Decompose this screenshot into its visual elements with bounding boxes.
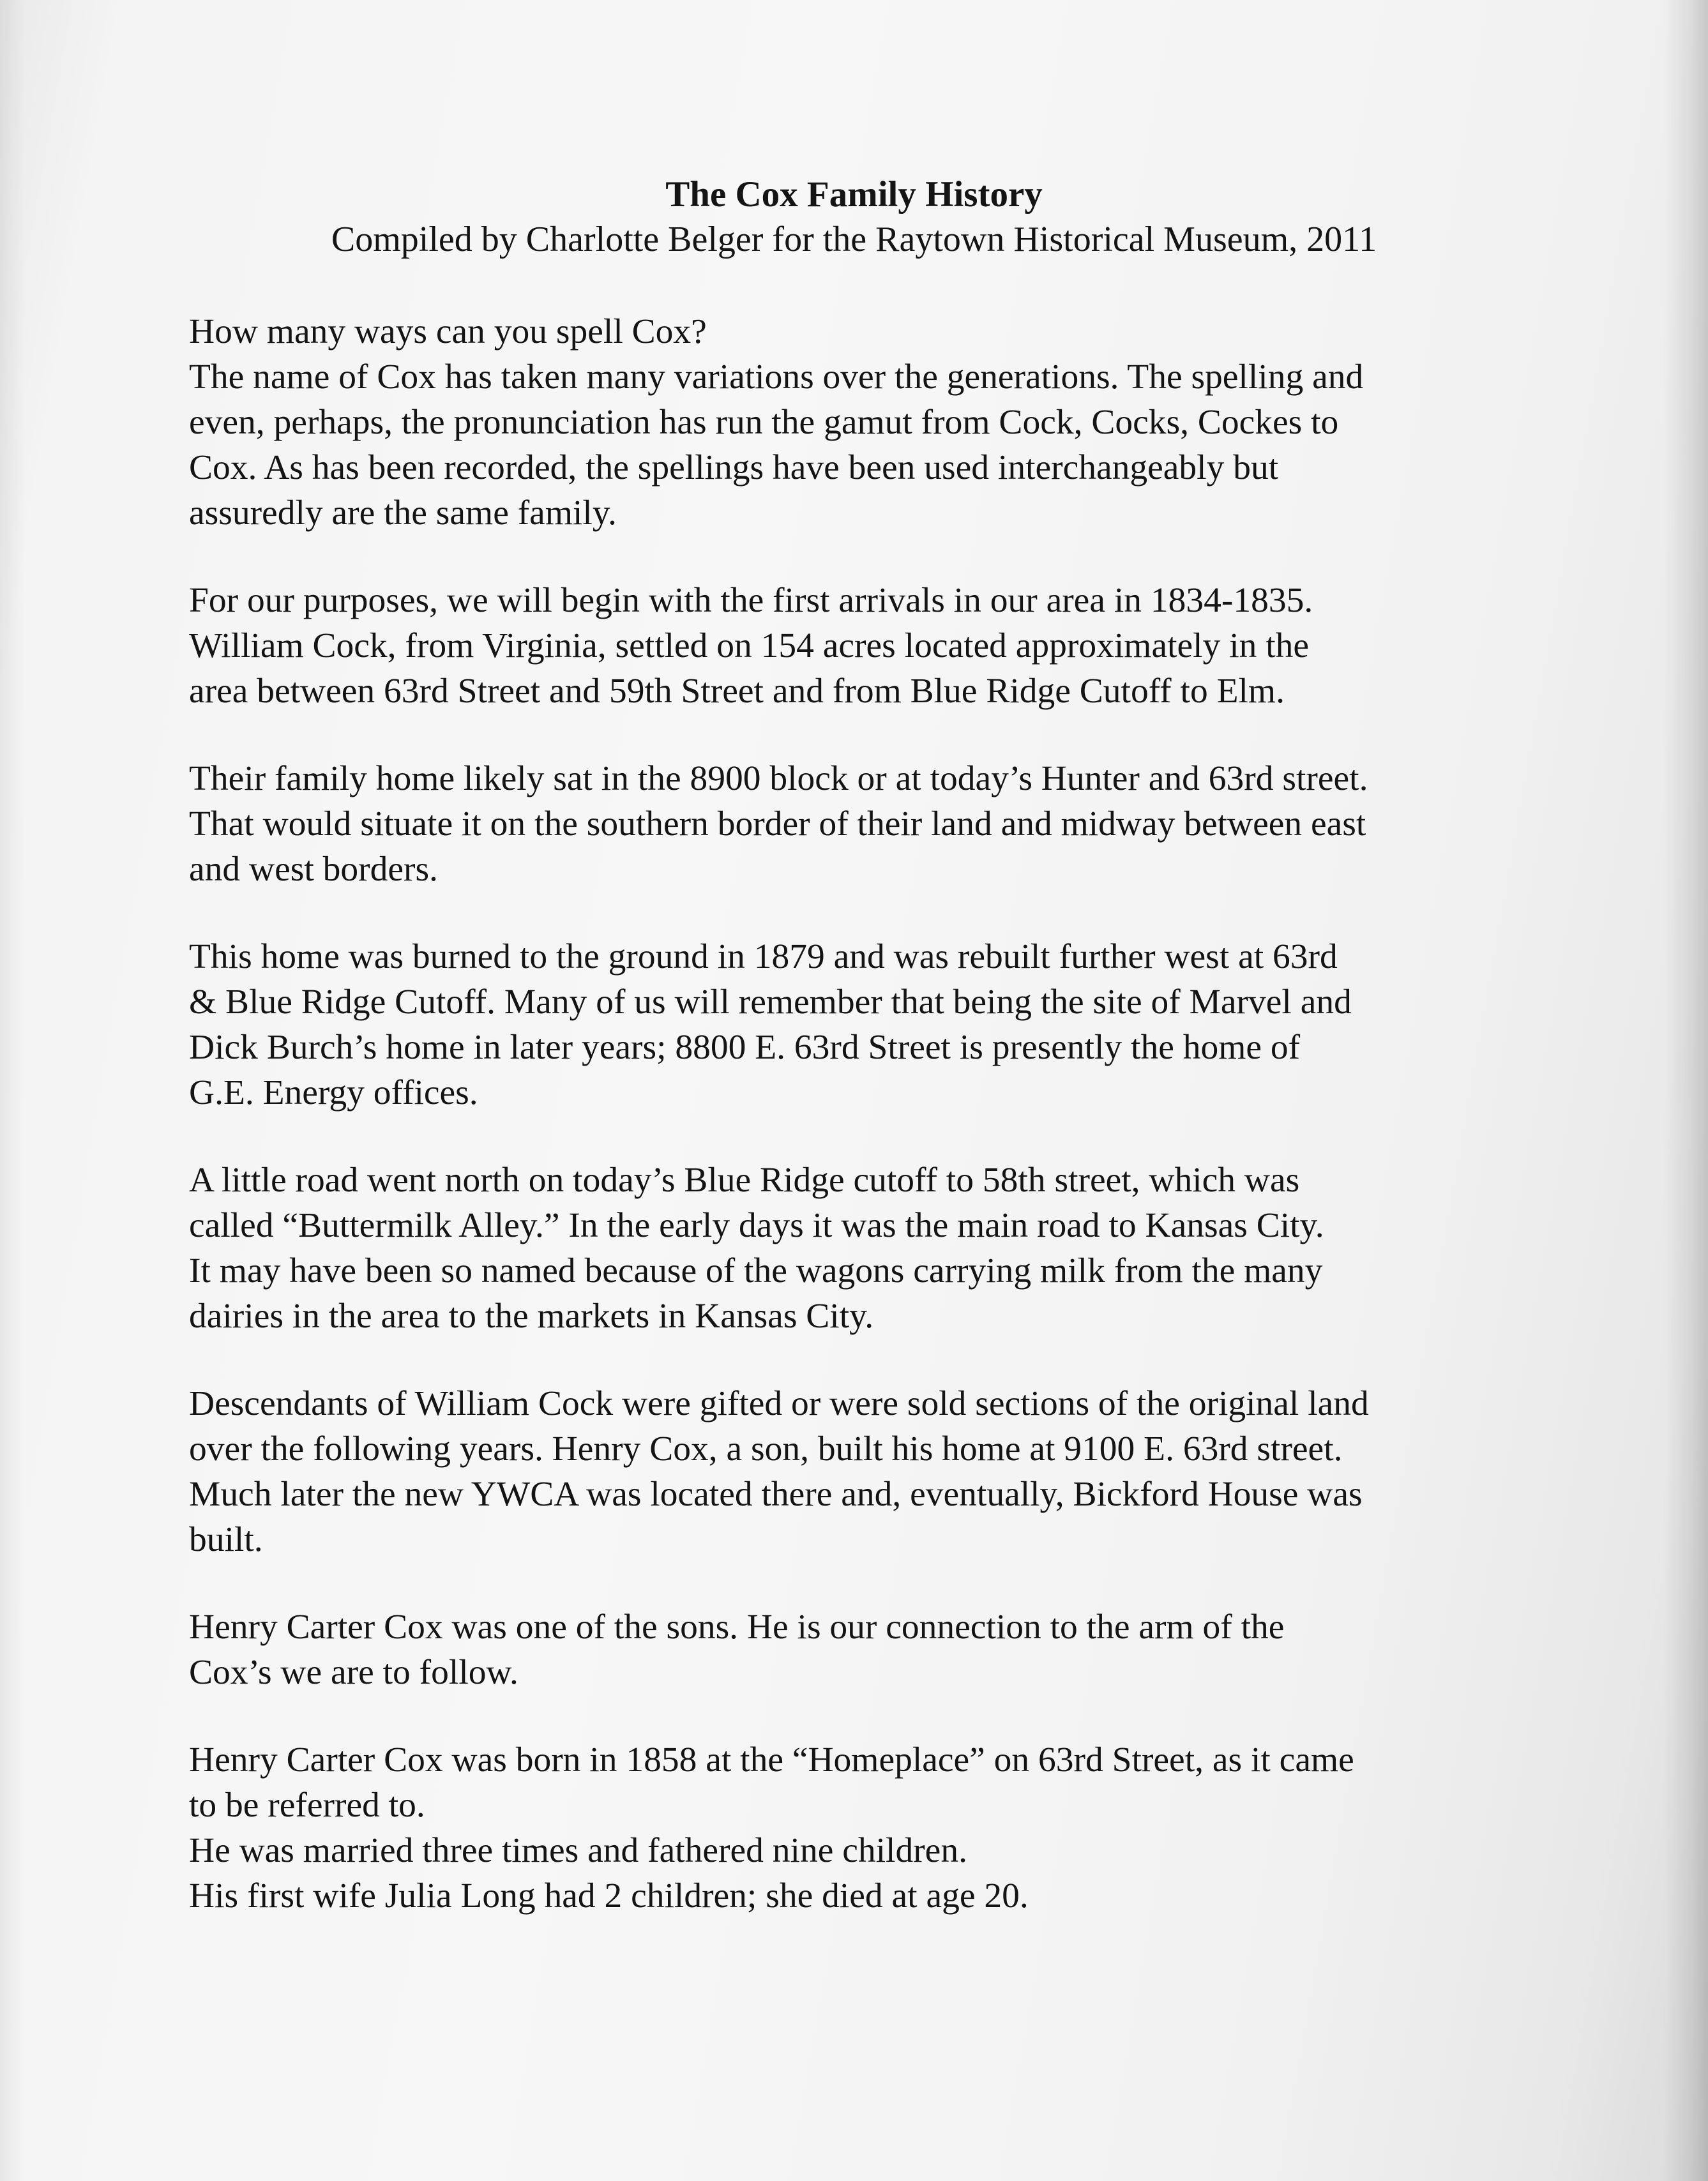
text-line: even, perhaps, the pronunciation has run the gamut from Cock, Cocks, Cockes to	[189, 403, 1339, 442]
paragraph-first-arrivals	[189, 578, 1543, 714]
text-line: called “Buttermilk Alley.” In the early days it was the main road to Kansas City.	[189, 1206, 1324, 1245]
paragraph-spelling	[189, 309, 1543, 536]
page-shadow-right	[1663, 0, 1708, 2181]
text-line: That would situate it on the southern border of their land and midway between east	[189, 804, 1366, 843]
text-line: Cox. As has been recorded, the spellings have been used interchangeably but	[189, 448, 1279, 487]
text-line: & Blue Ridge Cutoff. Many of us will remember that being the site of Marvel and	[189, 983, 1352, 1022]
text-line: Cox’s we are to follow.	[189, 1653, 518, 1692]
text-line: over the following years. Henry Cox, a son, built his home at 9100 E. 63rd street.	[189, 1430, 1343, 1468]
text-line: assuredly are the same family.	[189, 494, 617, 532]
text-line: It may have been so named because of the wagons carrying milk from the many	[189, 1251, 1323, 1290]
text-line: He was married three times and fathered nine children.	[189, 1831, 967, 1870]
paragraph-family-home	[189, 756, 1543, 892]
text-line: Much later the new YWCA was located there and, eventually, Bickford House was	[189, 1475, 1363, 1514]
text-line: How many ways can you spell Cox?	[189, 312, 707, 351]
text-line: G.E. Energy offices.	[189, 1073, 478, 1112]
paragraph-home-burned	[189, 934, 1543, 1115]
paragraph-descendants	[189, 1381, 1543, 1562]
paragraph-henry-carter-cox-son	[189, 1604, 1543, 1695]
paragraph-henry-carter-cox-born	[189, 1737, 1543, 1919]
paragraph-buttermilk-alley	[189, 1158, 1543, 1339]
text-line: Henry Carter Cox was one of the sons. He is our connection to the arm of the	[189, 1608, 1285, 1647]
text-line: His first wife Julia Long had 2 children; she died at age 20.	[189, 1876, 1029, 1915]
text-line: dairies in the area to the markets in Kansas City.	[189, 1297, 874, 1336]
text-line: Their family home likely sat in the 8900 block or at today’s Hunter and 63rd street.	[189, 759, 1368, 798]
document-subtitle: Compiled by Charlotte Belger for the Raytown Historical Museum, 2011	[331, 220, 1377, 259]
text-line: Henry Carter Cox was born in 1858 at the “Homeplace” on 63rd Street, as it came	[189, 1740, 1354, 1779]
document-title: The Cox Family History	[665, 174, 1043, 215]
text-line: The name of Cox has taken many variations over the generations. The spelling and	[189, 358, 1364, 396]
text-line: built.	[189, 1520, 263, 1559]
text-line: William Cock, from Virginia, settled on 154 acres located approximately in the	[189, 626, 1310, 665]
text-line: For our purposes, we will begin with the first arrivals in our area in 1834-1835.	[189, 581, 1313, 620]
page-shadow-left	[0, 0, 26, 2181]
text-line: and west borders.	[189, 850, 438, 889]
text-line: This home was burned to the ground in 1879 and was rebuilt further west at 63rd	[189, 937, 1338, 976]
document-body	[189, 309, 1543, 1919]
text-line: Dick Burch’s home in later years; 8800 E. 63rd Street is presently the home of	[189, 1028, 1301, 1067]
text-line: A little road went north on today’s Blue Ridge cutoff to 58th street, which was	[189, 1161, 1300, 1200]
document-header	[0, 172, 1708, 262]
text-line: area between 63rd Street and 59th Street and from Blue Ridge Cutoff to Elm.	[189, 672, 1285, 711]
text-line: Descendants of William Cock were gifted or were sold sections of the original land	[189, 1384, 1369, 1423]
text-line: to be referred to.	[189, 1786, 425, 1825]
